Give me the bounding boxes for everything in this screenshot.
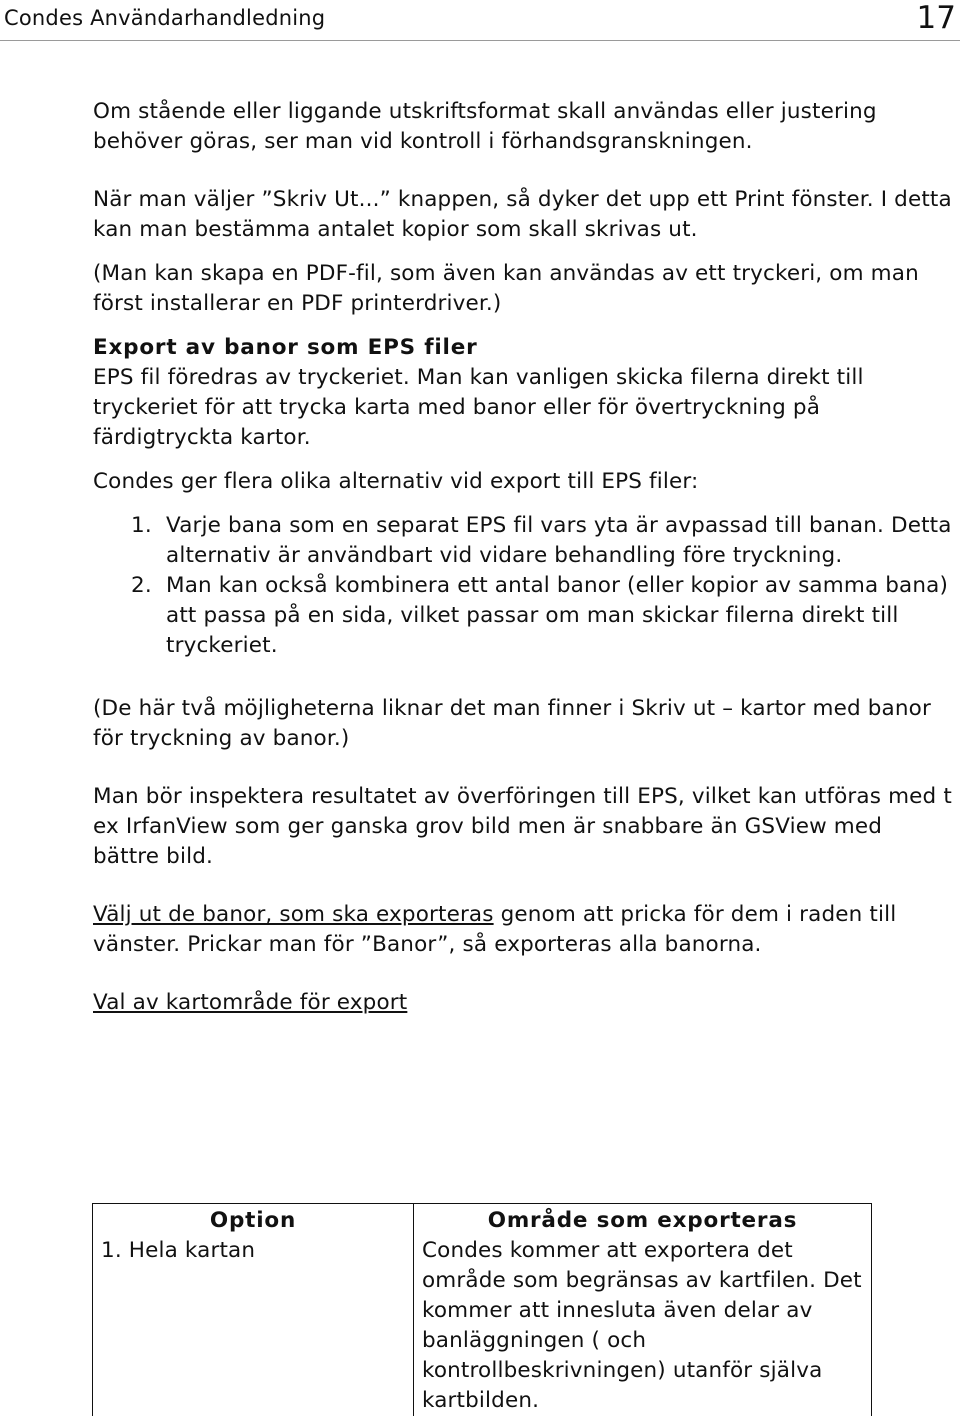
- cell-option: 1. Hela kartan: [93, 1236, 414, 1416]
- table-header-row: [93, 1204, 872, 1237]
- paragraph-alternatives: Condes ger flera olika alternativ vid export till EPS filer:: [93, 469, 699, 494]
- page-content: [93, 97, 955, 1018]
- paragraph-inspect: Man bör inspektera resultatet av överföringen till EPS, vilket kan utföras med t ex IrfanView som ger ganska grov bild men är snabbare än GSView med bättre bild.: [93, 784, 952, 869]
- list-item: [93, 511, 955, 571]
- list-item-number: 2.: [131, 573, 152, 598]
- export-options-table: [92, 1203, 872, 1416]
- paragraph-pdf: (Man kan skapa en PDF-fil, som även kan användas av ett tryckeri, om man först installerar en PDF printerdriver.): [93, 261, 919, 316]
- column-header-option: Option: [93, 1204, 414, 1237]
- select-courses-link[interactable]: Välj ut de banor, som ska exporteras: [93, 902, 494, 927]
- paragraph-similar: (De här två möjligheterna liknar det man finner i Skriv ut – kartor med banor för tryckning av banor.): [93, 696, 931, 751]
- select-courses-text: genom att pricka för dem i raden till vänster. Prickar man för ”Banor”, så exporteras alla banorna.: [93, 902, 897, 957]
- list-item-text: Varje bana som en separat EPS fil vars yta är avpassad till banan. Detta alternativ är användbart vid vidare behandling före tryckning.: [166, 513, 952, 568]
- cell-area: Condes kommer att exportera det område som begränsas av kartfilen. Det kommer att innesluta även delar av banläggningen ( och kontrollbeskrivningen) utanför själva kartbilden.: [414, 1236, 872, 1416]
- alternatives-list: [93, 511, 955, 661]
- map-area-heading[interactable]: Val av kartområde för export: [93, 990, 408, 1015]
- document-title: Condes Användarhandledning: [4, 6, 326, 30]
- paragraph-eps: EPS fil föredras av tryckeriet. Man kan vanligen skicka filerna direkt till tryckeriet för att trycka karta med banor eller för övertryckning på färdigtryckta kartor.: [93, 365, 864, 450]
- list-item-text: Man kan också kombinera ett antal banor (eller kopior av samma bana) att passa på en sida, vilket passar om man skickar filerna direkt till tryckeriet.: [166, 573, 949, 658]
- paragraph-select-courses: [93, 900, 955, 960]
- list-item-number: 1.: [131, 513, 152, 538]
- paragraph-print: När man väljer ”Skriv Ut...” knappen, så dyker det upp ett Print fönster. I detta kan man bestämma antalet kopior som skall skrivas ut.: [93, 187, 952, 242]
- section-heading-export: Export av banor som EPS filer: [93, 335, 478, 360]
- paragraph-format: Om stående eller liggande utskriftsformat skall användas eller justering behöver göras, ser man vid kontroll i förhandsgranskningen.: [93, 99, 877, 154]
- page-header: [0, 0, 960, 41]
- table-row: [93, 1236, 872, 1416]
- list-item: [93, 571, 955, 661]
- page-number: 17: [916, 0, 956, 36]
- column-header-area: Område som exporteras: [414, 1204, 872, 1237]
